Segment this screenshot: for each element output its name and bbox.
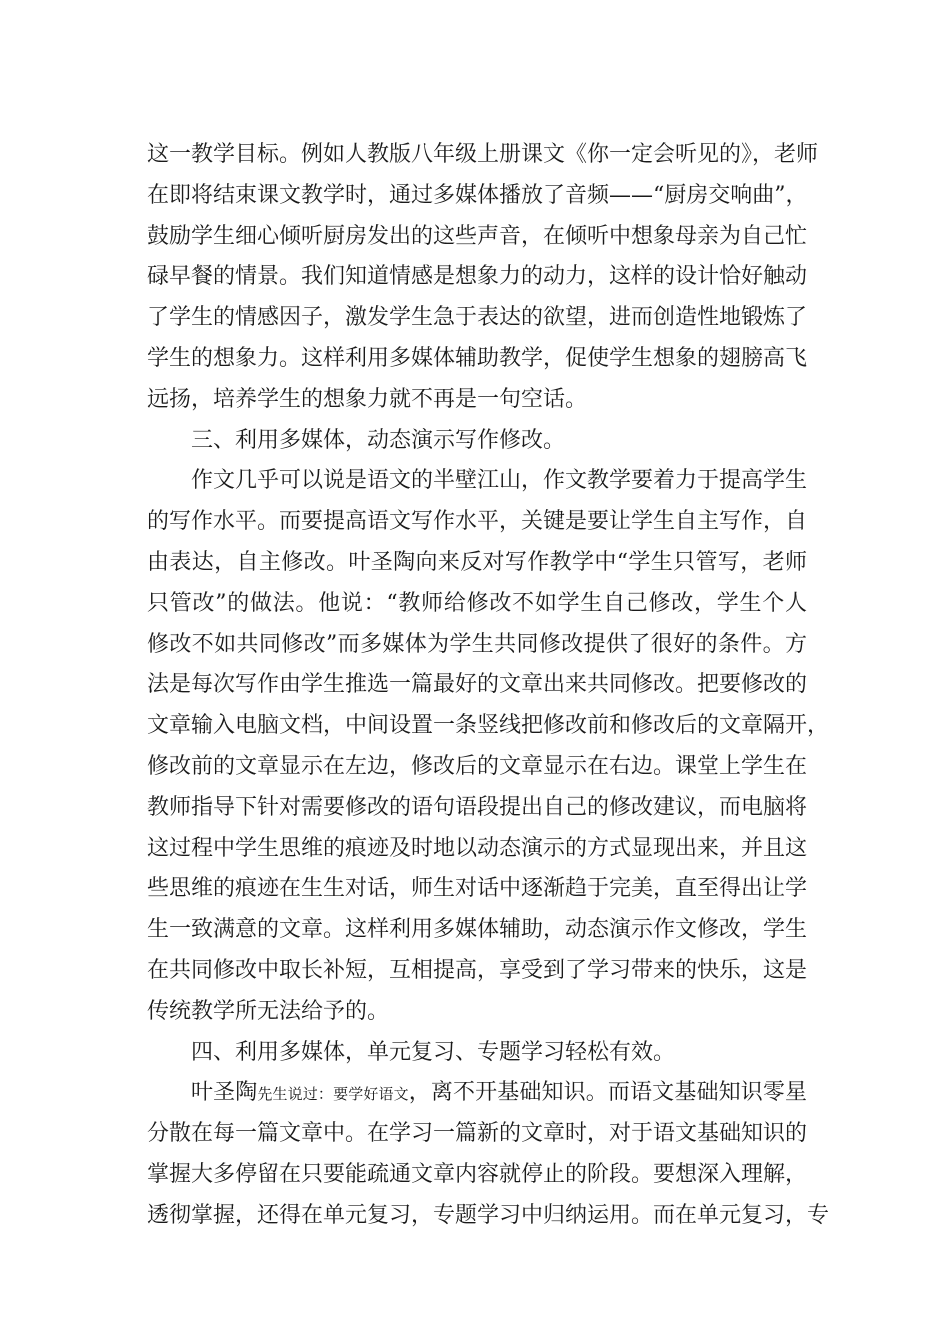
text-run-small: 先生说过：要学好语文 — [257, 1085, 409, 1104]
text-run: 叶圣陶 — [191, 1080, 258, 1106]
text-line: 这过程中学生思维的痕迹及时地以动态演示的方式显现出来，并且这 — [147, 835, 808, 861]
text-line: 修改前的文章显示在左边，修改后的文章显示在右边。课堂上学生在 — [147, 753, 808, 779]
text-run: ，离不开基础知识。而语文基础知识零星 — [408, 1080, 807, 1106]
text-line: 传统教学所无法给予的。 — [147, 998, 390, 1024]
text-line: 作文几乎可以说是语文的半壁江山，作文教学要着力于提高学生 — [191, 468, 808, 494]
section-heading: 三、利用多媒体，动态演示写作修改。 — [191, 427, 566, 453]
text-line: 透彻掌握，还得在单元复习，专题学习中归纳运用。而在单元复习，专 — [147, 1202, 830, 1228]
text-line: 只管改”的做法。他说：“教师给修改不如学生自己修改，学生个人 — [147, 590, 807, 616]
text-line: 了学生的情感因子，激发学生急于表达的欲望，进而创造性地锻炼了 — [147, 305, 808, 331]
text-line: 由表达，自主修改。叶圣陶向来反对写作教学中“学生只管写，老师 — [147, 549, 807, 575]
text-line: 这一教学目标。例如人教版八年级上册课文《你一定会听见的》，老师 — [147, 142, 819, 167]
text-line: 远扬，培养学生的想象力就不再是一句空话。 — [147, 386, 588, 412]
text-line: 掌握大多停留在只要能疏通文章内容就停止的阶段。要想深入理解， — [147, 1161, 808, 1187]
text-line: 分散在每一篇文章中。在学习一篇新的文章时，对于语文基础知识的 — [147, 1121, 808, 1147]
text-line: 学生的想象力。这样利用多媒体辅助教学，促使学生想象的翅膀高飞 — [147, 345, 808, 371]
text-line: 法是每次写作由学生推选一篇最好的文章出来共同修改。把要修改的 — [147, 672, 808, 698]
text-line: 生一致满意的文章。这样利用多媒体辅助，动态演示作文修改，学生 — [147, 917, 808, 943]
text-line-mixed — [147, 1073, 807, 1114]
text-line: 鼓励学生细心倾听厨房发出的这些声音，在倾听中想象母亲为自己忙 — [147, 223, 808, 249]
text-line: 碌早餐的情景。我们知道情感是想象力的动力，这样的设计恰好触动 — [147, 264, 808, 290]
text-line: 在即将结束课文教学时，通过多媒体播放了音频——“厨房交响曲”， — [147, 182, 808, 208]
body-text — [147, 135, 830, 1237]
text-line: 些思维的痕迹在生生对话，师生对话中逐渐趋于完美，直至得出让学 — [147, 876, 808, 902]
text-line: 在共同修改中取长补短，互相提高，享受到了学习带来的快乐，这是 — [147, 957, 808, 983]
section-heading: 四、利用多媒体，单元复习、专题学习轻松有效。 — [191, 1039, 676, 1065]
text-line: 修改不如共同修改”而多媒体为学生共同修改提供了很好的条件。方 — [147, 631, 807, 657]
text-line: 的写作水平。而要提高语文写作水平，关键是要让学生自主写作，自 — [147, 509, 808, 535]
text-line: 文章输入电脑文档，中间设置一条竖线把修改前和修改后的文章隔开， — [147, 713, 830, 739]
text-line: 教师指导下针对需要修改的语句语段提出自己的修改建议，而电脑将 — [147, 794, 808, 820]
